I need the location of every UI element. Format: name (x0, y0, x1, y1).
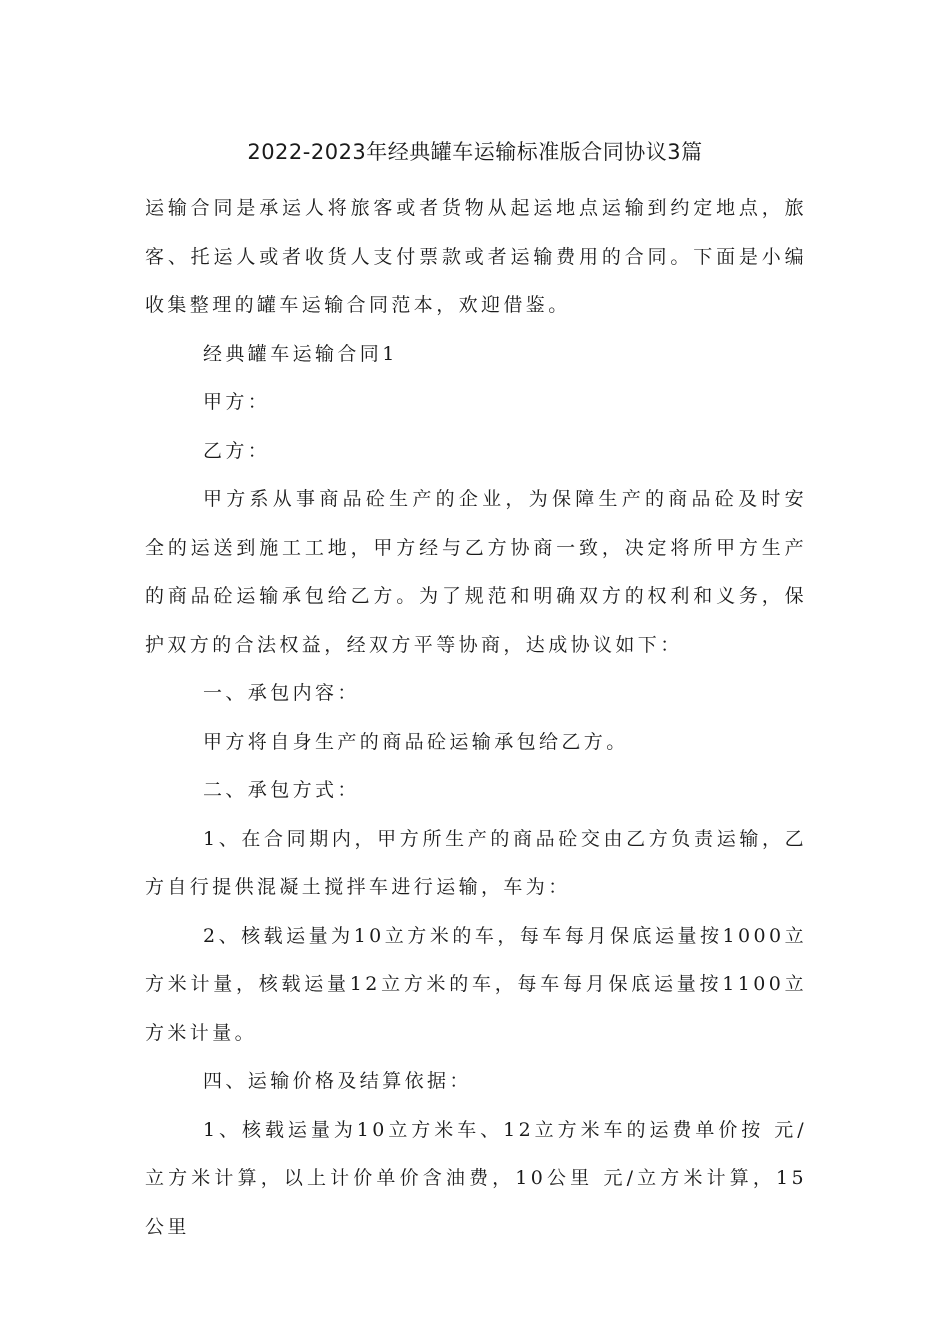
paragraph-contract-heading: 经典罐车运输合同1 (203, 342, 398, 365)
paragraph-party-a: 甲方： (203, 391, 271, 413)
paragraph-section-2-heading: 二、承包方式： (203, 779, 360, 801)
paragraph-section-4-item-1: 1、核载运量为10立方米车、12立方米车的运费单价按 元/立方米计算，以上计价单价含油费，10公里 元/立方米计算，15公里 (145, 1118, 807, 1238)
document-title: 2022-2023年经典罐车运输标准版合同协议3篇 (247, 140, 703, 164)
paragraph-party-b: 乙方： (203, 439, 271, 462)
paragraph-section-1-body: 甲方将自身生产的商品砼运输承包给乙方。 (203, 730, 629, 753)
paragraph-preamble: 甲方系从事商品砼生产的企业，为保障生产的商品砼及时安全的运送到施工工地，甲方经与乙方协商一致，决定将所甲方生产的商品砼运输承包给乙方。为了规范和明确双方的权利和义务，保护双方的合法权益，经双方平等协商，达成协议如下： (145, 488, 807, 656)
paragraph-section-2-item-2: 2、核载运量为10立方米的车，每车每月保底运量按1000立方米计量，核载运量12立方米的车，每车每月保底运量按1100立方米计量。 (145, 924, 807, 1044)
paragraph-intro: 运输合同是承运人将旅客或者货物从起运地点运输到约定地点，旅客、托运人或者收货人支付票款或者运输费用的合同。下面是小编收集整理的罐车运输合同范本，欢迎借鉴。 (145, 197, 807, 316)
paragraph-section-1-heading: 一、承包内容： (203, 682, 360, 704)
paragraph-section-2-item-1: 1、在合同期内，甲方所生产的商品砼交由乙方负责运输，乙方自行提供混凝土搅拌车进行运输，车为： (145, 827, 807, 898)
paragraph-section-4-heading: 四、运输价格及结算依据： (203, 1070, 472, 1092)
document-body (145, 184, 807, 1251)
